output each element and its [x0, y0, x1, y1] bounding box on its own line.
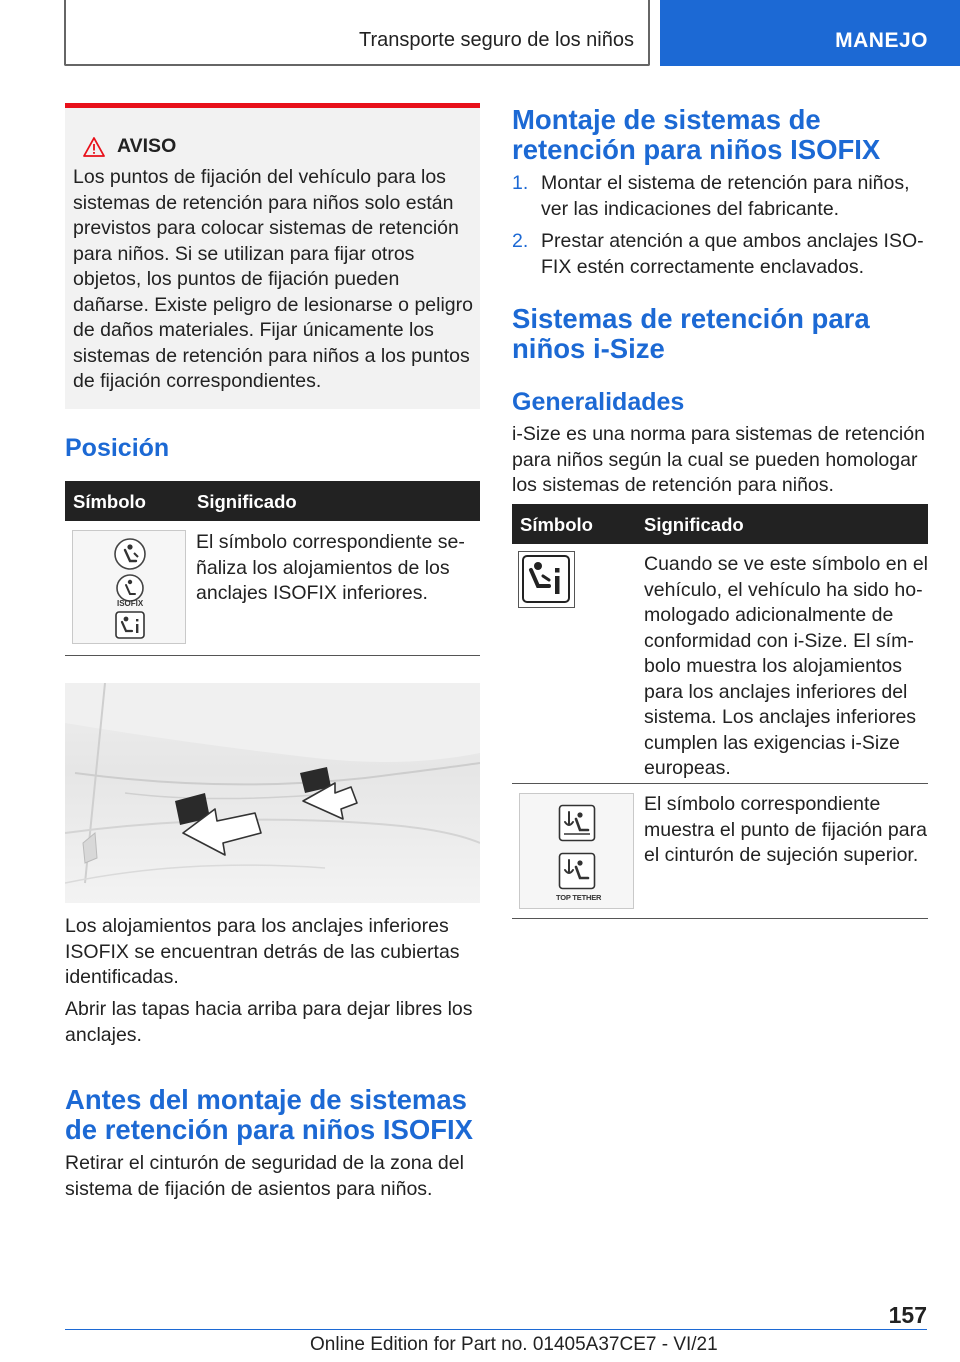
table-row-divider [512, 918, 928, 919]
isize-small-icon [115, 611, 145, 639]
subheading-generalidades: Generalidades [512, 388, 685, 416]
isize-icon [521, 554, 571, 604]
header-section-tab [660, 0, 960, 66]
col-header-symbol: Símbolo [520, 514, 593, 535]
isize-row2-text: El símbolo correspondiente muestra el punto de fijación para el cinturón de sujeción superior. [644, 793, 927, 866]
isofix-tag: ISOFIX [117, 599, 144, 608]
table-row-divider [65, 655, 480, 656]
header-title: Transporte seguro de los niños [359, 29, 634, 51]
posicion-row1-text: El símbolo correspondiente señaliza los alojamientos de los anclajes ISOFIX inferiores. [196, 531, 465, 604]
isofix-symbols-image [72, 530, 186, 644]
warning-text: Los puntos de fijación del vehículo para los sistemas de retención para niños solo están previstos para colocar sistemas de retención para niños. Si se utilizan para fijar otros objetos, los puntos de fijación pueden dañarse. Existe peligro de lesionarse o peligro de daños materiales. Fijar únicamente los sistemas de retención para niños a los puntos de fijación correspondientes. [73, 166, 473, 392]
step-text: Prestar atención a que ambos anclajes ISOFIX estén correctamente enclavados. [541, 230, 924, 278]
step-text: Montar el sistema de retención para niños, ver las indicaciones del fabricante. [541, 172, 910, 220]
seat-isofix-illustration [65, 683, 480, 903]
list-item [512, 171, 928, 222]
footer-divider [65, 1329, 927, 1330]
header-section: MANEJO [835, 29, 928, 52]
col-header-symbol: Símbolo [73, 491, 146, 512]
page-number: 157 [888, 1302, 927, 1328]
top-tether-symbols-image [519, 793, 634, 909]
top-tether-tag: TOP TETHER [556, 893, 602, 902]
step-number: 1. [512, 172, 529, 194]
heading-montaje: Montaje de sistemas de retención para niños ISOFIX [512, 104, 881, 165]
top-tether-icon [558, 804, 596, 842]
step-number: 2. [512, 230, 529, 252]
list-item [512, 229, 928, 280]
antes-text: Retirar el cinturón de seguridad de la zona del sistema de fijación de asientos para niños. [65, 1152, 464, 1200]
isofix-symbol-icon [113, 537, 147, 571]
posicion-para1: Los alojamientos para los anclajes inferiores ISOFIX se encuentran detrás de las cubiertas identificadas. [65, 915, 460, 988]
top-tether-labeled-icon [558, 852, 596, 890]
isize-row1-text: Cuando se ve este símbolo en el vehículo, el vehículo ha sido homologado adicionalmente de conformidad con i-Size. El símbolo muestra los alojamientos para los anclajes inferiores del sistema. Los anclajes inferiores cumplen las exigencias i-Size europeas. [644, 553, 929, 779]
table-header-posicion [65, 481, 480, 521]
table-row-divider [512, 783, 928, 784]
col-header-meaning: Significado [644, 514, 744, 535]
rear-seat-photo [65, 683, 480, 903]
edition-info: Online Edition for Part no. 01405A37CE7 - VI/21 [310, 1334, 718, 1355]
montaje-steps [512, 171, 928, 287]
warning-box [65, 103, 480, 409]
header-title-box [64, 0, 650, 66]
isize-symbol-image [518, 551, 575, 608]
isize-intro: i-Size es una norma para sistemas de retención para niños según la cual se pueden homologar los sistemas de retención para niños. [512, 423, 925, 496]
heading-posicion: Posición [65, 434, 170, 462]
heading-isize: Sistemas de retención para niños i-Size [512, 303, 870, 364]
heading-antes: Antes del montaje de sistemas de retención para niños ISOFIX [65, 1084, 474, 1145]
table-header-isize [512, 504, 928, 544]
col-header-meaning: Significado [197, 491, 297, 512]
warning-triangle-icon [83, 137, 105, 157]
warning-label: AVISO [117, 135, 177, 157]
posicion-para2: Abrir las tapas hacia arriba para dejar libres los anclajes. [65, 998, 473, 1046]
